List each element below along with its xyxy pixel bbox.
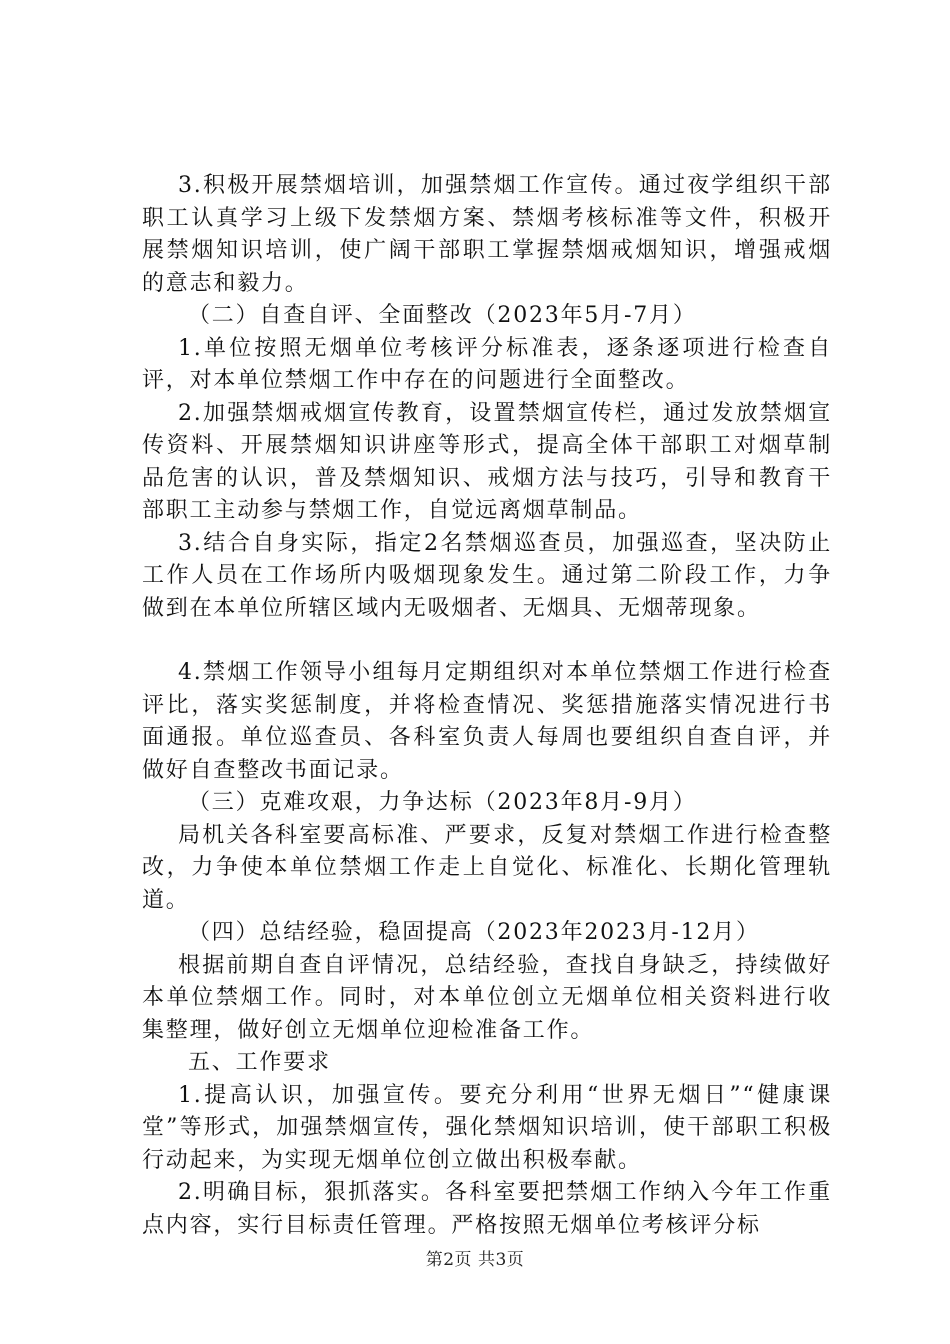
- section-heading-summary: （四）总结经验，稳固提高（2023年2023月-12月）: [188, 920, 760, 945]
- section-heading-requirements: 五、工作要求: [188, 1050, 331, 1075]
- section-heading-overcome: （三）克难攻艰，力争达标（2023年8月-9月）: [188, 790, 697, 815]
- page-number: 第2页 共3页: [425, 1250, 525, 1270]
- paragraph-high-standards: 局机关各科室要高标准、严要求，反复对禁烟工作进行检查整改，力争使本单位禁烟工作走上自觉化、标准化、长期化管理轨道。: [142, 822, 832, 913]
- paragraph-monthly-review: 4.禁烟工作领导小组每月定期组织对本单位禁烟工作进行检查评比，落实奖惩制度，并将检查情况、奖惩措施落实情况进行书面通报。单位巡查员、各科室负责人每周也要组织自查自评，并做好自查整改书面记录。: [142, 660, 832, 783]
- paragraph-awareness: 1.提高认识，加强宣传。要充分利用“世界无烟日”“健康课堂”等形式，加强禁烟宣传，强化禁烟知识培训，使干部职工积极行动起来，为实现无烟单位创立做出积极奉献。: [142, 1082, 832, 1173]
- paragraph-self-evaluation: 1.单位按照无烟单位考核评分标准表，逐条逐项进行检查自评，对本单位禁烟工作中存在的问题进行全面整改。: [142, 335, 832, 393]
- document-body: [142, 170, 832, 1242]
- paragraph-inspectors: 3.结合自身实际，指定2名禁烟巡查员，加强巡查，坚决防止工作人员在工作场所内吸烟现象发生。通过第二阶段工作，力争做到在本单位所辖区域内无吸烟者、无烟具、无烟蒂现象。: [142, 530, 832, 621]
- paragraph-summary: 根据前期自查自评情况，总结经验，查找自身缺乏，持续做好本单位禁烟工作。同时，对本单位创立无烟单位相关资料进行收集整理，做好创立无烟单位迎检准备工作。: [142, 952, 832, 1043]
- paragraph-gap: [142, 625, 832, 657]
- paragraph-training: 3.积极开展禁烟培训，加强禁烟工作宣传。通过夜学组织干部职工认真学习上级下发禁烟方案、禁烟考核标准等文件，积极开展禁烟知识培训，使广阔干部职工掌握禁烟戒烟知识，增强戒烟的意志和毅力。: [142, 173, 832, 296]
- paragraph-targets: 2.明确目标，狠抓落实。各科室要把禁烟工作纳入今年工作重点内容，实行目标责任管理。严格按照无烟单位考核评分标: [142, 1180, 832, 1238]
- section-heading-self-check: （二）自查自评、全面整改（2023年5月-7月）: [188, 303, 697, 328]
- paragraph-publicity-education: 2.加强禁烟戒烟宣传教育，设置禁烟宣传栏，通过发放禁烟宣传资料、开展禁烟知识讲座等形式，提高全体干部职工对烟草制品危害的认识，普及禁烟知识、戒烟方法与技巧，引导和教育干部职工主动参与禁烟工作，自觉远离烟草制品。: [142, 400, 832, 523]
